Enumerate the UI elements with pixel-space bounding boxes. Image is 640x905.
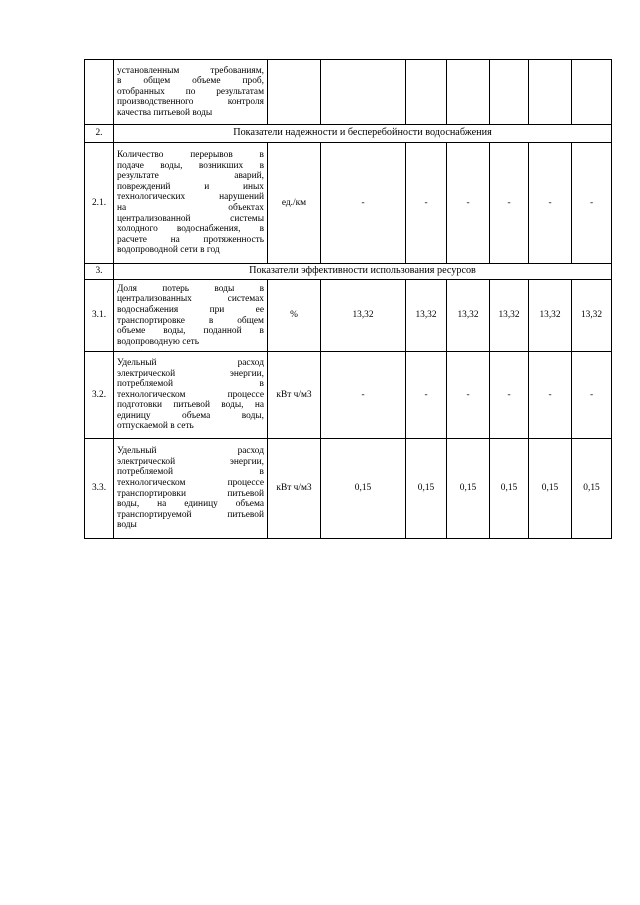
value-cell: - [572, 143, 612, 264]
value-cell [321, 60, 406, 125]
value-cell: 13,32 [529, 280, 572, 352]
description-line: подготовки питьевой воды, на [117, 400, 264, 411]
value-cell: - [572, 352, 612, 439]
value-cell: 0,15 [406, 439, 447, 539]
row-number: 3.1. [85, 280, 114, 352]
table-row [85, 143, 612, 264]
value-cell: - [529, 143, 572, 264]
description-line: водоснабжения при ее [117, 304, 264, 315]
description-line: расчете на протяженность [117, 234, 264, 245]
description-line: повреждений и иных [117, 181, 264, 192]
description-line: отобранных по результатам [117, 86, 264, 97]
value-cell: - [490, 143, 529, 264]
description-line: Удельный расход [117, 446, 264, 457]
unit-cell: % [268, 280, 321, 352]
value-cell: 13,32 [321, 280, 406, 352]
indicator-description [114, 280, 268, 352]
description-line: технологическом процессе [117, 389, 264, 400]
description-line: подаче воды, возникших в [117, 160, 264, 171]
section-row [85, 125, 612, 143]
indicator-description [114, 143, 268, 264]
description-line: единицу объема воды, [117, 410, 264, 421]
description-line: потребляемой в [117, 467, 264, 478]
value-cell [447, 60, 490, 125]
unit-cell [268, 60, 321, 125]
description-line: Удельный расход [117, 357, 264, 368]
row-number: 2. [85, 125, 114, 143]
description-line: Доля потерь воды в [117, 283, 264, 294]
value-cell: - [406, 143, 447, 264]
description-line: централизованных системах [117, 294, 264, 305]
unit-cell: ед./км [268, 143, 321, 264]
section-row [85, 264, 612, 280]
row-number: 2.1. [85, 143, 114, 264]
description-line: транспортировки питьевой [117, 488, 264, 499]
value-cell: - [447, 352, 490, 439]
description-line: электрической энергии, [117, 456, 264, 467]
value-cell: - [490, 352, 529, 439]
description-line: установленным требованиям, [117, 65, 264, 76]
description-line: потребляемой в [117, 379, 264, 390]
value-cell: - [406, 352, 447, 439]
table-row [85, 352, 612, 439]
description-line: качества питьевой воды [117, 107, 213, 118]
description-line: объеме воды, поданной в [117, 326, 264, 337]
description-line: централизованной системы [117, 213, 264, 224]
value-cell [490, 60, 529, 125]
table-row [85, 439, 612, 539]
value-cell: - [447, 143, 490, 264]
description-line: воды [117, 520, 137, 531]
unit-cell: кВт ч/м3 [268, 352, 321, 439]
description-line: Количество перерывов в [117, 150, 264, 161]
value-cell: 13,32 [406, 280, 447, 352]
description-line: транспортируемой питьевой [117, 509, 264, 520]
value-cell: 13,32 [572, 280, 612, 352]
description-line: воды, на единицу объема [117, 499, 264, 510]
value-cell: 13,32 [447, 280, 490, 352]
value-cell: 0,15 [490, 439, 529, 539]
table-row [85, 280, 612, 352]
value-cell: - [529, 352, 572, 439]
value-cell [406, 60, 447, 125]
section-title: Показатели эффективности использования ресурсов [114, 264, 612, 280]
row-number: 3.3. [85, 439, 114, 539]
indicator-description [114, 439, 268, 539]
value-cell: 13,32 [490, 280, 529, 352]
description-line: результате аварий, [117, 171, 264, 182]
value-cell: - [321, 143, 406, 264]
row-number: 3. [85, 264, 114, 280]
description-line: технологическом процессе [117, 477, 264, 488]
value-cell: - [321, 352, 406, 439]
description-line: отпускаемой в сеть [117, 421, 194, 432]
row-number: 3.2. [85, 352, 114, 439]
value-cell [529, 60, 572, 125]
table-body [85, 60, 612, 539]
value-cell: 0,15 [447, 439, 490, 539]
description-line: транспортировке в общем [117, 315, 264, 326]
indicator-description [114, 352, 268, 439]
value-cell: 0,15 [529, 439, 572, 539]
indicators-table [84, 59, 612, 539]
row-number [85, 60, 114, 125]
description-line: водопроводную сеть [117, 336, 200, 347]
value-cell [572, 60, 612, 125]
description-line: технологических нарушений [117, 192, 264, 203]
section-title: Показатели надежности и бесперебойности водоснабжения [114, 125, 612, 143]
description-line: холодного водоснабжения, в [117, 224, 264, 235]
description-line: в общем объеме проб, [117, 76, 264, 87]
unit-cell: кВт ч/м3 [268, 439, 321, 539]
value-cell: 0,15 [321, 439, 406, 539]
description-line: на объектах [117, 203, 264, 213]
description-line: водопроводной сети в год [117, 245, 220, 256]
indicator-description [114, 60, 268, 125]
value-cell: 0,15 [572, 439, 612, 539]
table-row [85, 60, 612, 125]
description-line: электрической энергии, [117, 368, 264, 379]
description-line: производственного контроля [117, 97, 264, 108]
